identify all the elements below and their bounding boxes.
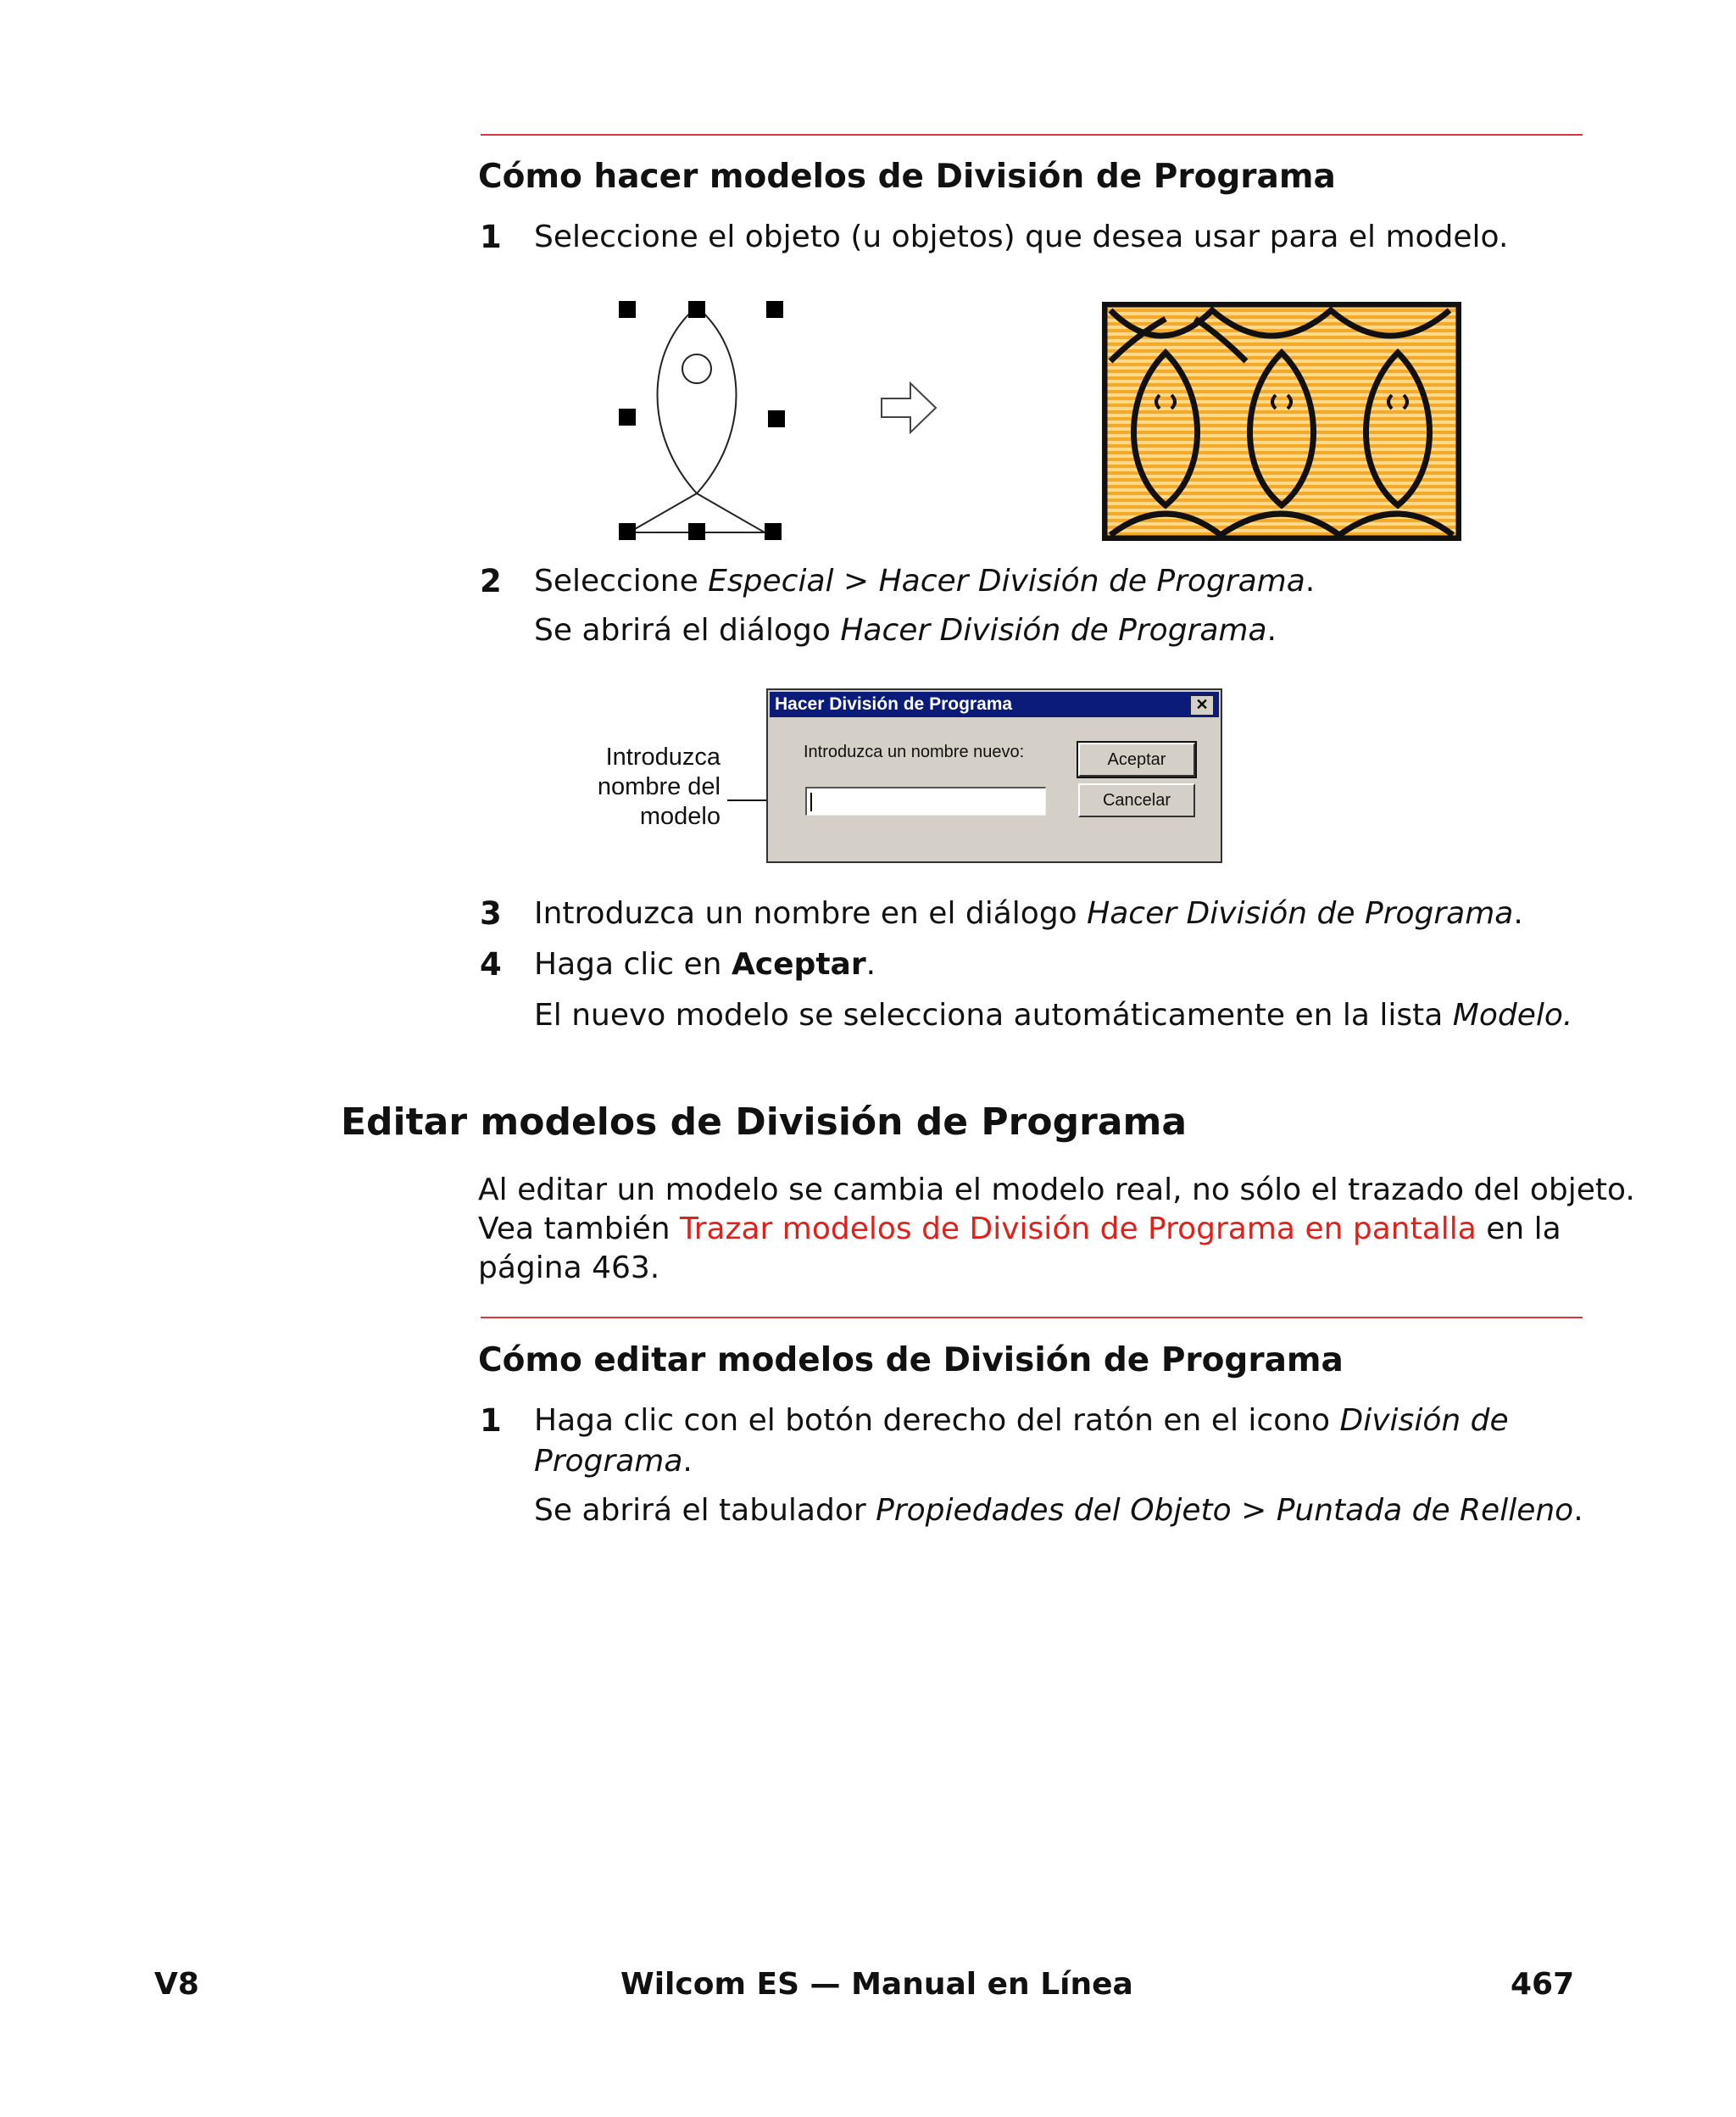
step-note: [534, 1490, 1583, 1531]
step-text-pre: Seleccione: [534, 564, 709, 599]
cancel-button[interactable]: Cancelar: [1078, 783, 1195, 817]
callout-label: [576, 743, 721, 832]
step-text-pre: Introduzca un nombre en el diálogo: [534, 896, 1088, 931]
footer-title: Wilcom ES — Manual en Línea: [620, 1967, 1133, 2002]
tab-path: Propiedades del Objeto > Puntada de Relleno: [876, 1493, 1574, 1528]
step-text: Seleccione el objeto (u objetos) que desea usar para el modelo.: [534, 220, 1509, 254]
arrow-right-icon: [880, 380, 939, 436]
step-text: [534, 894, 1523, 934]
section-rule-top: [481, 134, 1583, 136]
step-number: 1: [480, 219, 502, 255]
callout-line: nombre del: [597, 773, 721, 800]
step-text: [534, 1401, 1509, 1441]
section-rule: [481, 1317, 1583, 1318]
note-pre: El nuevo modelo se selecciona automáticamente en la lista: [534, 998, 1453, 1033]
dialog-title-bar: [770, 692, 1219, 717]
step-number: 1: [480, 1402, 502, 1439]
note-pre: Se abrirá el tabulador: [534, 1493, 876, 1528]
list-name: Modelo.: [1452, 998, 1573, 1033]
section-heading: Editar modelos de División de Programa: [341, 1100, 1188, 1144]
button-name: Aceptar: [731, 947, 866, 982]
dialog-name: Hacer División de Programa: [1087, 896, 1514, 931]
icon-name: Programa: [534, 1444, 683, 1479]
callout-line: modelo: [639, 803, 721, 830]
step-text-post: .: [682, 1444, 693, 1479]
step-text: [534, 1441, 693, 1482]
step-text-post: .: [1513, 896, 1523, 931]
body-post: en la: [1476, 1212, 1561, 1246]
body-pre: Vea también: [478, 1212, 680, 1246]
procedure-heading: Cómo editar modelos de División de Programa: [478, 1341, 1344, 1379]
name-field-label: Introduzca un nombre nuevo:: [804, 743, 1025, 761]
ok-button[interactable]: Aceptar: [1078, 743, 1195, 777]
step-number: 2: [480, 563, 502, 599]
selected-object-illustration: [610, 292, 797, 546]
step-text: [534, 561, 1315, 602]
note-post: .: [1266, 613, 1277, 648]
body-line: Al editar un modelo se cambia el modelo real, no sólo el trazado del objeto.: [478, 1173, 1635, 1207]
step-text-pre: Haga clic con el botón derecho del ratón en el icono: [534, 1403, 1340, 1438]
fish-eye-outline: [682, 354, 711, 383]
footer-version: V8: [154, 1967, 199, 2002]
note-pre: Se abrirá el diálogo: [534, 613, 841, 648]
make-program-split-dialog: [766, 688, 1222, 863]
step-note: [534, 995, 1572, 1036]
step-text-post: .: [1305, 564, 1316, 599]
program-split-pattern-preview: [1102, 302, 1461, 541]
body-line: página 463.: [478, 1251, 660, 1285]
body-line: [478, 1209, 1561, 1249]
dialog-title: Hacer División de Programa: [775, 694, 1013, 714]
fish-body-outline: [658, 307, 737, 493]
step-text-pre: Haga clic en: [534, 947, 732, 982]
close-icon[interactable]: ✕: [1190, 695, 1214, 716]
selection-handles: [619, 301, 785, 540]
footer-page-number: 467: [1511, 1967, 1575, 2002]
name-input[interactable]: [805, 787, 1046, 816]
step-text: [534, 944, 876, 985]
callout-line: Introduzca: [605, 744, 721, 771]
note-post: .: [1573, 1493, 1583, 1528]
step-text-post: .: [865, 947, 876, 982]
menu-path: Especial > Hacer División de Programa: [708, 564, 1305, 599]
step-number: 4: [480, 946, 502, 983]
step-number: 3: [480, 895, 502, 932]
step-note: [534, 610, 1277, 651]
dialog-name: Hacer División de Programa: [840, 613, 1267, 648]
text-caret: [810, 793, 812, 811]
icon-name: División de: [1339, 1403, 1509, 1438]
procedure-heading: Cómo hacer modelos de División de Programa: [478, 158, 1336, 196]
cross-reference-link[interactable]: Trazar modelos de División de Programa en pantalla: [680, 1212, 1477, 1246]
